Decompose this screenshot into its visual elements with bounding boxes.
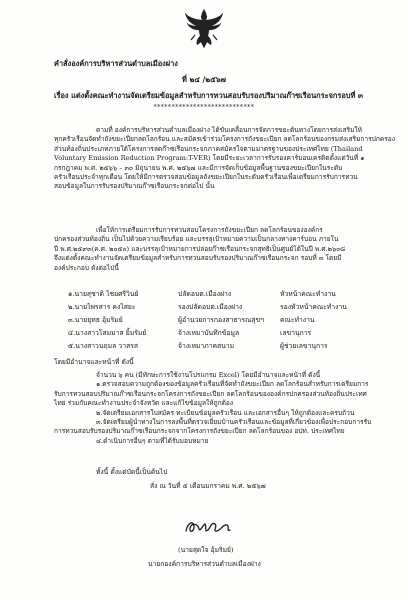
member-row [0,327,408,337]
body-line: ปี พ.ศ.๒๕๙๓(ค.ศ. ๒๐๕๐) และบรรลุเป้าหมายการปล่อยก๊าซเรือนกระจกสุทธิเป็นศูนย์ได้ในปี พ.ศ.๒๖๐๘ [54,244,346,253]
effective-statement: ทั้งนี้ ตั้งแต่บัดนี้เป็นต้นไป [96,468,168,476]
order-number: ที่ ๒๔ /๒๕๖๗ [182,75,226,84]
intro-line: กรกฎาคม พ.ศ. ๒๕๖๖ – ๓๐ มิถุนายน พ.ศ. ๒๕๖๗ และมีการจัดเก็บข้อมูลพื้นฐานของขยะเปียกในระดับ [54,163,343,172]
duty-line: ๔.ดำเนินการอื่นๆ ตามที่ได้รับมอบหมาย [96,436,209,445]
duties-paragraph [54,371,372,446]
duty-line: ไทย ร่วมกับคณะทำงานประจำจังหวัด และแก้ไขข้อมูลให้ถูกต้อง [54,399,234,408]
body-line: ปกครองส่วนท้องถิ่น เป็นไปด้วยความเรียบร้อย และบรรลุเป้าหมายความเป็นกลางทางคาร์บอน ภายใน [54,235,339,244]
handwritten-signature [182,516,234,538]
member-row [0,314,408,324]
member-position: จ้างเหมาภาคสนาม [178,342,235,350]
duty-line: รับการทวนสอบปริมาณก๊าซเรือนกระจกโครงการถังขยะเปียก ลดโลกร้อนขององค์กรปกครองส่วนท้องถิ่นประเทศ [54,389,367,398]
member-role: ผู้ช่วยเลขานุการ [280,342,328,350]
duty-line: ๓.จัดเตรียมผู้นำทางในการลงพื้นที่ตรวจเยี่ยมบ้านครัวเรือนและข้อมูลที่เกี่ยวข้องเพื่อประกอบการรับ [96,418,372,427]
garuda-emblem-icon [183,8,225,50]
member-position: จ้างเหมาบันทึกข้อมูล [178,329,240,337]
body-line: เพื่อให้การเตรียมการรับการทวนสอบโครงการถังขยะเปียก ลดโลกร้อนขององค์กร [96,226,323,234]
duty-line: การทวนสอบรับรองปริมาณก๊าซเรือนกระจกจากโครงการถังขยะเปียก ลดโลกร้อนของ อปท. ประเทศไทย [54,427,345,436]
member-row [0,301,408,311]
body-line: จึงแต่งตั้งคณะทำงานจัดเตรียมข้อมูลสำหรับการทวนสอบรับรองปริมาณก๊าซเรือนกระจก รอบที่ ๓ โดยมี [54,254,342,263]
organization-title: คำสั่งองค์การบริหารส่วนตำบลเมืองฝาง [54,59,178,68]
duties-intro: โดยมีอำนาจและหน้าที่ ดังนี้ [54,358,134,366]
signer-name: (นายสุดใจ อุ้มริมย์) [178,546,234,554]
intro-line: สอบข้อมูลในการรับรองปริมาณก๊าซเรือนกระจกต่อไป นั้น [54,182,215,191]
member-row [0,288,408,298]
member-name: ๒.นายไพรสาร คงไสยะ [68,303,136,311]
duty-line: ๑.ตรวจสอบความถูกต้องของข้อมูลครัวเรือนที่จัดทำถังขยะเปียก ลดโลกร้อนสำหรับการเตรียมการ [96,380,369,389]
member-role: หัวหน้าคณะทำงาน [280,290,336,298]
duty-line: ๒.จัดเตรียมเอกสารใบสมัคร ทะเบียนข้อมูลครัวเรือน และเอกสารอื่นๆ ให้ถูกต้องและครบถ้วน [96,408,355,417]
intro-line: ครัวเรือนประจำทุกเดือน โดยให้มีการตรวจสอบข้อมูลถังขยะเปียกในระดับครัวเรือนเพื่อเตรียมการรับการทวน [54,173,358,182]
member-row [0,340,408,350]
member-position: รองปลัดอบต.เมืองฝาง [178,303,243,311]
member-role: คณะทำงาน [280,316,315,324]
intro-line: ทุกครัวเรือนจัดทำถังขยะเปียกลดโลกร้อน และสมัครเข้าร่วมโครงการถังขยะเปียก ลดโลกร้อนของกรมส่งเสริมการปกครอง [54,135,395,144]
member-role: เลขานุการ [280,329,312,337]
body-line: องค์ประกอบ ดังต่อไปนี้ [54,263,119,272]
duty-line: จำนวน ๖ คน (มีทักษะการใช้งานโปรแกรม Excel) โดยมีอำนาจและหน้าที่ ดังนี้ [96,371,321,379]
member-name: ๑.นายสุชาติ ไชยศรีวินย์ [68,290,139,298]
member-position: ผู้อำนวยการกองสาธารณสุขฯ [178,316,264,324]
order-date: สั่ง ณ วันที่ ๕ เดือนมกราคม พ.ศ. ๒๕๖๗ [150,482,266,490]
signer-title: นายกองค์การบริหารส่วนตำบลเมืองฝาง [148,560,261,568]
member-position: ปลัดอบต.เมืองฝาง [178,290,232,298]
member-name: ๓.นายยุทธ อุ้มริมย์ [68,316,123,324]
intro-line: Voluntary Emission Reduction Program:T-VER) โดยมีระยะเวลาการรับรองคาร์บอนเครดิตตั้งแต่วันที่ ๑ [54,154,365,163]
intro-line: ตามที่ องค์การบริหารส่วนตำบลเมืองฝาง ได้ขับเคลื่อนการจัดการขยะต้นทางโดยการส่งเสริมให้ [96,126,362,134]
member-name: ๔.นางสาวโสมมาส ยิ้มรัมย์ [68,329,147,337]
intro-line: ส่วนท้องถิ่นประเภทภายใต้โครงการลดก๊าซเรือนกระจกภาคสมัครใจตามมาตรฐานของประเทศไทย (Thailand [54,144,363,153]
intro-paragraph [54,126,395,192]
member-role: รองหัวหน้าคณะทำงาน [280,303,347,311]
member-name: ๕.นางสาวนฤมล วาสรส [68,342,139,350]
subject-separator: **************************** [153,104,255,111]
order-subject: เรื่อง แต่งตั้งคณะทำงานจัดเตรียมข้อมูลสำหรับการทวนสอบรับรองปริมาณก๊าซเรือนกระจกรอบที่ ๓ [54,91,363,100]
body-paragraph [54,226,364,273]
